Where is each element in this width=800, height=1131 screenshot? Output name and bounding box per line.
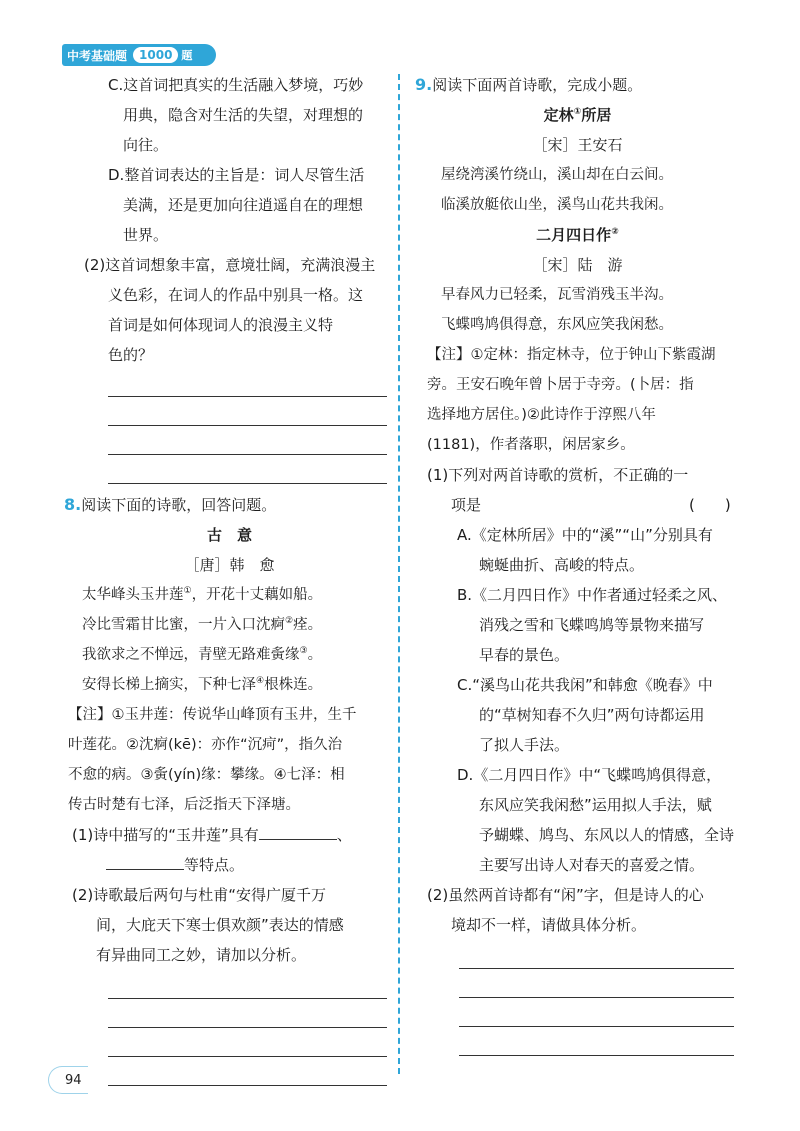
answer-line[interactable] [108, 1057, 387, 1086]
answer-paren[interactable]: ( ) [689, 496, 731, 514]
fill-blank[interactable] [106, 853, 184, 870]
q9-poem2-author: ［宋］陆 游 [532, 256, 623, 274]
q8-poem-title: 古 意 [206, 526, 252, 544]
poem-line: 临溪放艇依山坐，溪鸟山花共我闲。 [441, 197, 673, 213]
answer-line[interactable] [108, 970, 387, 999]
page-number: 94 [48, 1066, 88, 1094]
q9-option-c: C.“溪鸟山花共我闲”和韩愈《晚春》中 的“草树知春不久归”两句诗都运用 了拟人手法。 [457, 676, 713, 754]
q8-sub-question-2: (2)诗歌最后两句与杜甫“安得广厦千万 间，大庇天下寒士俱欢颜”表达的情感 有异曲同工之妙，请加以分析。 [72, 886, 344, 964]
q9-prompt: 阅读下面两首诗歌，完成小题。 [432, 76, 643, 94]
q9-poem1-author: ［宋］王安石 [532, 136, 623, 154]
q9-poem2-title: 二月四日作② [536, 226, 619, 244]
q9-option-d: D.《二月四日作》中“飞蝶鸣鸠俱得意， 东风应笑我闲愁”运用拟人手法，赋 予蝴蝶、鸠鸟、东风以人的情感，全诗 主要写出诗人对春天的喜爱之情。 [457, 766, 735, 874]
q9-number: 9. [415, 75, 433, 94]
poem-line: 安得长梯上摘实，下种七泽④根株连。 [82, 676, 323, 693]
column-divider [398, 74, 400, 1074]
q7-sub-question-2: (2)这首词想象丰富，意境壮阔，充满浪漫主 义色彩，在词人的作品中别具一格。这 首词是如何体现词人的浪漫主义特 色的？ [84, 256, 376, 364]
q7-answer-area [72, 368, 387, 484]
q8-poem-author: ［唐］韩 愈 [184, 556, 275, 574]
poem-line: 我欲求之不惮远，青壁无路难夤缘③。 [82, 646, 323, 663]
q9-sub-question-1: (1)下列对两首诗歌的赏析，不正确的一 项是 ( ) [415, 460, 740, 520]
right-column [415, 70, 740, 1056]
q9-heading [415, 70, 740, 100]
answer-line[interactable] [108, 426, 387, 455]
q8-answer-area [72, 970, 387, 1086]
q8-number: 8. [64, 495, 82, 514]
poem-line: 屋绕湾溪竹绕山，溪山却在白云间。 [441, 167, 673, 183]
q7-option-d: D.整首词表达的主旨是：词人尽管生活 美满，还是更加向往逍遥自在的理想 世界。 [108, 166, 365, 244]
q9-poem2 [415, 280, 740, 340]
left-column [64, 70, 387, 1086]
answer-line[interactable] [108, 397, 387, 426]
q9-notes: 【注】①定林：指定林寺，位于钟山下紫霞湖 旁。王安石晚年曾卜居于寺旁。(卜居：指 选择地方居住。)②此诗作于淳熙八年 (1181)，作者落职，闲居家乡。 [427, 347, 716, 453]
q9-poem1-title: 定林①所居 [543, 106, 612, 124]
answer-line[interactable] [459, 940, 734, 969]
q8-prompt: 阅读下面的诗歌，回答问题。 [81, 496, 277, 514]
series-unit: 题 [181, 49, 193, 62]
series-badge [62, 44, 216, 66]
answer-line[interactable] [459, 1027, 734, 1056]
fill-blank[interactable] [259, 823, 337, 840]
series-count: 1000 [133, 47, 178, 63]
q9-option-a: A.《定林所居》中的“溪”“山”分别具有 蜿蜒曲折、高峻的特点。 [457, 526, 713, 574]
q8-notes: 【注】①玉井莲：传说华山峰顶有玉井，生千 叶莲花。②沈痾(kē)：亦作“沉疴”，指久治 不愈的病。③夤(yín)缘：攀缘。④七泽：相 传古时楚有七泽，后泛指天下泽塘。 [68, 707, 357, 813]
poem-line: 早春风力已轻柔，瓦雪消残玉半沟。 [441, 287, 673, 303]
answer-line[interactable] [459, 998, 734, 1027]
answer-line[interactable] [459, 969, 734, 998]
q9-poem1 [415, 160, 740, 220]
answer-line[interactable] [108, 999, 387, 1028]
answer-line[interactable] [108, 455, 387, 484]
q8-poem [72, 580, 387, 700]
q8-sub-question-1: (1)诗中描写的“玉井莲”具有 、 等特点。 [72, 820, 387, 880]
answer-line[interactable] [108, 1028, 387, 1057]
poem-line: 太华峰头玉井莲①，开花十丈藕如船。 [82, 586, 323, 603]
series-title: 中考基础题 [67, 48, 128, 63]
q9-answer-area [415, 940, 734, 1056]
poem-line: 冷比雪霜甘比蜜，一片入口沈痾②痊。 [82, 616, 323, 633]
q8-heading [64, 490, 387, 520]
poem-line: 飞蝶鸣鸠俱得意，东风应笑我闲愁。 [441, 317, 673, 333]
q9-option-b: B.《二月四日作》中作者通过轻柔之风、 消残之雪和飞蝶鸣鸠等景物来描写 早春的景色。 [457, 586, 728, 664]
q7-option-c: C.这首词把真实的生活融入梦境，巧妙 用典，隐含对生活的失望，对理想的 向往。 [108, 76, 364, 154]
answer-line[interactable] [108, 368, 387, 397]
q9-sub-question-2: (2)虽然两首诗都有“闲”字，但是诗人的心 境却不一样，请做具体分析。 [427, 886, 704, 934]
